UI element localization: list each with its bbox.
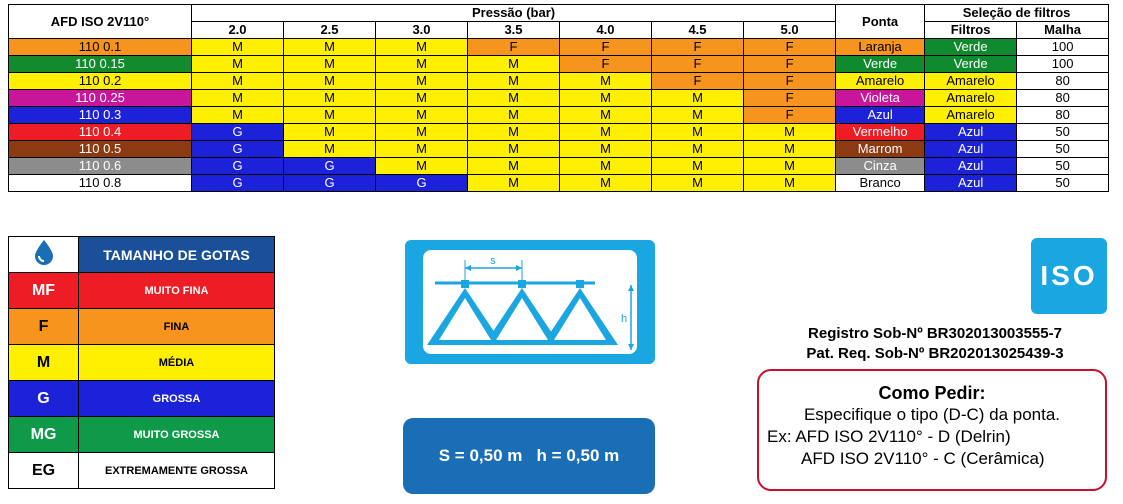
droplet-code-cell: M — [652, 90, 744, 107]
droplet-code-cell: M — [468, 158, 560, 175]
order-line-2: Ex: AFD ISO 2V110° - D (Delrin) — [767, 427, 1011, 446]
filter-cell: Amarelo — [925, 90, 1017, 107]
height-h-label: h — [621, 313, 628, 325]
filter-cell: Azul — [925, 175, 1017, 192]
mesh-cell: 50 — [1017, 175, 1109, 192]
droplet-code-cell: M — [744, 124, 836, 141]
legend-row — [9, 309, 275, 345]
filter-cell: Azul — [925, 124, 1017, 141]
nozzle-size-cell: 110 0.2 — [9, 73, 192, 90]
droplet-code-cell: M — [468, 175, 560, 192]
droplet-code-cell: M — [468, 141, 560, 158]
droplet-code-cell: M — [652, 141, 744, 158]
legend-row — [9, 453, 275, 489]
table-row — [9, 175, 1109, 192]
iso-logo: ISO — [1031, 238, 1107, 314]
registration-line-2: Pat. Req. Sob-Nº BR202013025439-3 — [806, 345, 1064, 362]
legend-row — [9, 273, 275, 309]
droplet-code-cell: M — [376, 158, 468, 175]
droplet-code-cell: M — [376, 39, 468, 56]
legend-desc: MUITO GROSSA — [79, 417, 275, 453]
pressure-col: 4.5 — [652, 22, 744, 39]
droplet-code-cell: M — [192, 39, 284, 56]
droplet-code-cell: M — [560, 107, 652, 124]
ponta-cell: Verde — [836, 56, 925, 73]
ponta-cell: Cinza — [836, 158, 925, 175]
mesh-cell: 50 — [1017, 158, 1109, 175]
ponta-cell: Marrom — [836, 141, 925, 158]
ponta-cell: Laranja — [836, 39, 925, 56]
droplet-code-cell: G — [192, 124, 284, 141]
order-line-1: Especifique o tipo (D-C) da ponta. — [803, 405, 1061, 424]
table-row — [9, 124, 1109, 141]
legend-code: EG — [9, 453, 79, 489]
filter-cell: Azul — [925, 141, 1017, 158]
nozzle-spacing-diagram — [405, 240, 655, 364]
droplet-code-cell: M — [652, 158, 744, 175]
nozzle-size-cell: 110 0.1 — [9, 39, 192, 56]
droplet-code-cell: F — [560, 39, 652, 56]
droplet-code-cell: M — [468, 73, 560, 90]
legend-desc: FINA — [79, 309, 275, 345]
spacing-box: S = 0,50 m h = 0,50 m — [403, 418, 655, 494]
droplet-code-cell: M — [192, 56, 284, 73]
droplet-code-cell: M — [560, 73, 652, 90]
table-row — [9, 158, 1109, 175]
ponta-cell: Azul — [836, 107, 925, 124]
registration-line-1: Registro Sob-Nº BR302013003555-7 — [808, 325, 1062, 342]
pressure-col: 2.5 — [284, 22, 376, 39]
table-row — [9, 107, 1109, 124]
nozzle-size-cell: 110 0.4 — [9, 124, 192, 141]
order-title: Como Pedir: — [878, 383, 986, 403]
malha-header: Malha — [1017, 22, 1109, 39]
ponta-cell: Violeta — [836, 90, 925, 107]
droplet-code-cell: F — [744, 39, 836, 56]
order-instructions — [757, 369, 1107, 491]
mesh-cell: 50 — [1017, 141, 1109, 158]
table-row — [9, 73, 1109, 90]
pressure-col: 3.0 — [376, 22, 468, 39]
droplet-code-cell: F — [652, 73, 744, 90]
nozzle-size-cell: 110 0.8 — [9, 175, 192, 192]
droplet-code-cell: M — [284, 141, 376, 158]
droplet-code-cell: M — [192, 73, 284, 90]
droplet-code-cell: M — [192, 107, 284, 124]
legend-desc: GROSSA — [79, 381, 275, 417]
droplet-code-cell: M — [468, 107, 560, 124]
table-row — [9, 141, 1109, 158]
filter-cell: Azul — [925, 158, 1017, 175]
droplet-code-cell: M — [284, 73, 376, 90]
droplet-code-cell: M — [560, 175, 652, 192]
legend-row — [9, 417, 275, 453]
droplet-size-legend — [8, 236, 275, 489]
legend-row — [9, 345, 275, 381]
droplet-code-cell: M — [468, 90, 560, 107]
pressure-col: 4.0 — [560, 22, 652, 39]
legend-code: MG — [9, 417, 79, 453]
table-row — [9, 39, 1109, 56]
pressure-col: 3.5 — [468, 22, 560, 39]
droplet-code-cell: M — [652, 107, 744, 124]
droplet-code-cell: M — [560, 124, 652, 141]
droplet-code-cell: F — [744, 73, 836, 90]
droplet-code-cell: M — [652, 175, 744, 192]
pressure-col: 5.0 — [744, 22, 836, 39]
filter-cell: Verde — [925, 39, 1017, 56]
droplet-code-cell: M — [376, 90, 468, 107]
legend-code: MF — [9, 273, 79, 309]
droplet-code-cell: M — [560, 141, 652, 158]
filter-selection-header: Seleção de filtros — [925, 5, 1109, 22]
nozzle-table — [8, 4, 1109, 192]
legend-desc: EXTREMAMENTE GROSSA — [79, 453, 275, 489]
droplet-code-cell: G — [192, 158, 284, 175]
droplet-code-cell: G — [284, 158, 376, 175]
droplet-code-cell: M — [284, 39, 376, 56]
legend-desc: MÉDIA — [79, 345, 275, 381]
droplet-code-cell: F — [652, 56, 744, 73]
droplet-code-cell: M — [560, 158, 652, 175]
legend-header-row — [9, 237, 275, 273]
droplet-code-cell: M — [376, 124, 468, 141]
legend-desc: MUITO FINA — [79, 273, 275, 309]
nozzle-size-cell: 110 0.5 — [9, 141, 192, 158]
droplet-code-cell: G — [284, 175, 376, 192]
droplet-code-cell: M — [468, 56, 560, 73]
droplet-code-cell: F — [468, 39, 560, 56]
droplet-icon — [9, 237, 79, 273]
mesh-cell: 80 — [1017, 90, 1109, 107]
legend-code: G — [9, 381, 79, 417]
table-row — [9, 56, 1109, 73]
droplet-code-cell: M — [376, 141, 468, 158]
droplet-code-cell: M — [284, 124, 376, 141]
droplet-code-cell: M — [376, 56, 468, 73]
mesh-cell: 80 — [1017, 73, 1109, 90]
nozzle-size-cell: 110 0.3 — [9, 107, 192, 124]
table-title: AFD ISO 2V110° — [9, 5, 192, 39]
pressure-header: Pressão (bar) — [192, 5, 836, 22]
pressure-col: 2.0 — [192, 22, 284, 39]
mesh-cell: 100 — [1017, 56, 1109, 73]
legend-row — [9, 381, 275, 417]
mesh-cell: 100 — [1017, 39, 1109, 56]
droplet-code-cell: M — [744, 141, 836, 158]
droplet-code-cell: F — [560, 56, 652, 73]
droplet-code-cell: M — [468, 124, 560, 141]
ponta-cell: Branco — [836, 175, 925, 192]
droplet-code-cell: M — [652, 124, 744, 141]
droplet-code-cell: M — [192, 90, 284, 107]
droplet-code-cell: G — [376, 175, 468, 192]
nozzle-size-cell: 110 0.6 — [9, 158, 192, 175]
droplet-code-cell: F — [652, 39, 744, 56]
filtros-header: Filtros — [925, 22, 1017, 39]
order-line-3: AFD ISO 2V110° - C (Cerâmica) — [801, 449, 1045, 468]
droplet-code-cell: F — [744, 107, 836, 124]
droplet-code-cell: F — [744, 56, 836, 73]
droplet-code-cell: G — [192, 141, 284, 158]
droplet-code-cell: G — [192, 175, 284, 192]
droplet-code-cell: M — [284, 90, 376, 107]
ponta-cell: Amarelo — [836, 73, 925, 90]
ponta-header: Ponta — [836, 5, 925, 39]
droplet-code-cell: M — [744, 158, 836, 175]
nozzle-size-cell: 110 0.25 — [9, 90, 192, 107]
droplet-code-cell: F — [744, 90, 836, 107]
registration-info — [760, 324, 1110, 364]
droplet-code-cell: M — [284, 56, 376, 73]
droplet-code-cell: M — [560, 90, 652, 107]
filter-cell: Amarelo — [925, 107, 1017, 124]
droplet-code-cell: M — [284, 107, 376, 124]
droplet-code-cell: M — [744, 175, 836, 192]
nozzle-size-cell: 110 0.15 — [9, 56, 192, 73]
filter-cell: Amarelo — [925, 73, 1017, 90]
mesh-cell: 50 — [1017, 124, 1109, 141]
legend-code: M — [9, 345, 79, 381]
droplet-code-cell: M — [376, 73, 468, 90]
mesh-cell: 80 — [1017, 107, 1109, 124]
table-row — [9, 90, 1109, 107]
droplet-code-cell: M — [376, 107, 468, 124]
ponta-cell: Vermelho — [836, 124, 925, 141]
legend-code: F — [9, 309, 79, 345]
filter-cell: Verde — [925, 56, 1017, 73]
spacing-s-label: s — [490, 255, 496, 267]
legend-header: TAMANHO DE GOTAS — [79, 237, 275, 273]
